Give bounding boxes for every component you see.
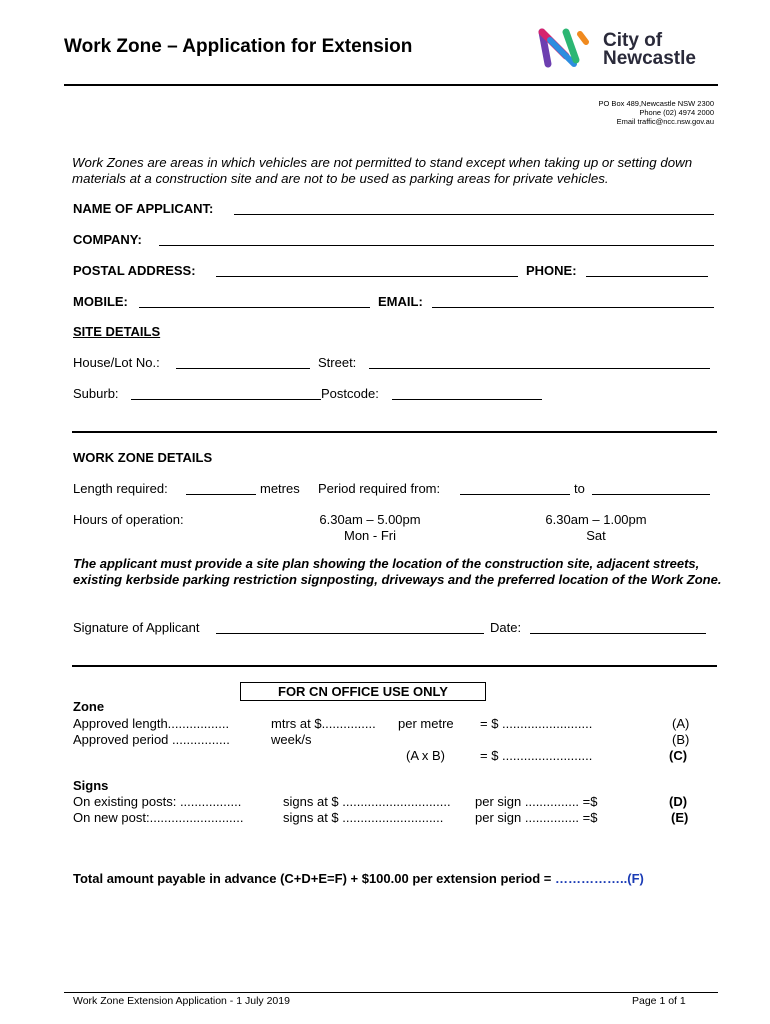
per-sign-1: per sign ............... =$ (475, 794, 598, 809)
email-label: EMAIL: (378, 294, 423, 309)
company-label: COMPANY: (73, 232, 142, 247)
zone-heading: Zone (73, 699, 105, 714)
new-post: On new post:.......................... (73, 810, 244, 825)
address-block: PO Box 489,Newcastle NSW 2300 Phone (02) 4974 2000 Email traffic@ncc.nsw.gov.au (598, 99, 714, 126)
length-field[interactable] (186, 482, 256, 495)
code-e: (E) (671, 810, 689, 825)
footer-rule (64, 992, 718, 993)
amount-c: = $ ......................... (480, 748, 593, 763)
approved-length: Approved length................. (73, 716, 230, 731)
footer-left: Work Zone Extension Application - 1 July 2019 (73, 995, 290, 1007)
office-use-box: FOR CN OFFICE USE ONLY (240, 682, 486, 701)
code-d: (D) (669, 794, 688, 809)
house-label: House/Lot No.: (73, 355, 160, 370)
header-rule (64, 84, 718, 86)
postal-field[interactable] (216, 264, 518, 277)
office-rule (72, 665, 717, 667)
postal-label: POSTAL ADDRESS: (73, 263, 196, 278)
code-a: (A) (672, 716, 690, 731)
approved-period: Approved period ................ (73, 732, 230, 747)
per-sign-2: per sign ............... =$ (475, 810, 598, 825)
signature-label: Signature of Applicant (73, 620, 200, 635)
hours-label: Hours of operation: (73, 512, 184, 527)
mobile-field[interactable] (139, 295, 370, 308)
signs-at-2: signs at $ ............................ (283, 810, 444, 825)
period-label: Period required from: (318, 481, 441, 496)
mtrs-at: mtrs at $............... (271, 716, 376, 731)
site-details-heading: SITE DETAILS (73, 324, 161, 339)
work-zone-heading: WORK ZONE DETAILS (73, 450, 213, 465)
city-of-newcastle-logo-icon (536, 26, 600, 70)
site-plan-notice: The applicant must provide a site plan showing the location of the construction site, adjacent streets, existing kerbside parking restriction signposting, driveways and the preferred location of the Work Zone. (73, 556, 722, 587)
weeks-label: week/s (271, 732, 312, 747)
total-amount: Total amount payable in advance (C+D+E=F) + $100.00 per extension period = ……………..(F) (73, 871, 644, 886)
amount-a: = $ ......................... (480, 716, 593, 731)
phone-label: PHONE: (526, 263, 577, 278)
suburb-label: Suburb: (73, 386, 119, 401)
postcode-field[interactable] (392, 387, 542, 400)
section-rule (72, 431, 717, 433)
code-b: (B) (672, 732, 690, 747)
per-metre: per metre (398, 716, 454, 731)
postcode-label: Postcode: (321, 386, 379, 401)
logo-text: City of Newcastle (603, 30, 696, 69)
period-from-field[interactable] (460, 482, 570, 495)
metres-label: metres (260, 481, 300, 496)
company-field[interactable] (159, 233, 714, 246)
street-field[interactable] (369, 356, 710, 369)
suburb-field[interactable] (131, 387, 321, 400)
mobile-label: MOBILE: (73, 294, 128, 309)
a-times-b: (A x B) (406, 748, 446, 763)
footer-page: Page 1 of 1 (632, 995, 686, 1007)
date-label: Date: (490, 620, 522, 635)
name-label: NAME OF APPLICANT: (73, 201, 214, 216)
period-to-field[interactable] (592, 482, 710, 495)
page-title: Work Zone – Application for Extension (64, 36, 413, 57)
email-field[interactable] (432, 295, 714, 308)
house-field[interactable] (176, 356, 310, 369)
name-field[interactable] (234, 202, 714, 215)
length-label: Length required: (73, 481, 168, 496)
code-c: (C) (669, 748, 688, 763)
hours-saturday: 6.30am – 1.00pm Sat (545, 512, 647, 543)
phone-field[interactable] (586, 264, 708, 277)
street-label: Street: (318, 355, 357, 370)
existing-posts: On existing posts: ................. (73, 794, 242, 809)
signature-field[interactable] (216, 621, 484, 634)
signs-at-1: signs at $ .............................. (283, 794, 451, 809)
to-label: to (574, 481, 585, 496)
intro-text: Work Zones are areas in which vehicles are not permitted to stand except when taking up or setting down materials at a construction site and are not to be used as parking areas for private vehicles. (72, 155, 693, 186)
hours-weekday: 6.30am – 5.00pm Mon - Fri (319, 512, 421, 543)
signs-heading: Signs (73, 778, 109, 793)
total-f-field[interactable]: ……………..(F) (555, 871, 644, 886)
date-field[interactable] (530, 621, 706, 634)
